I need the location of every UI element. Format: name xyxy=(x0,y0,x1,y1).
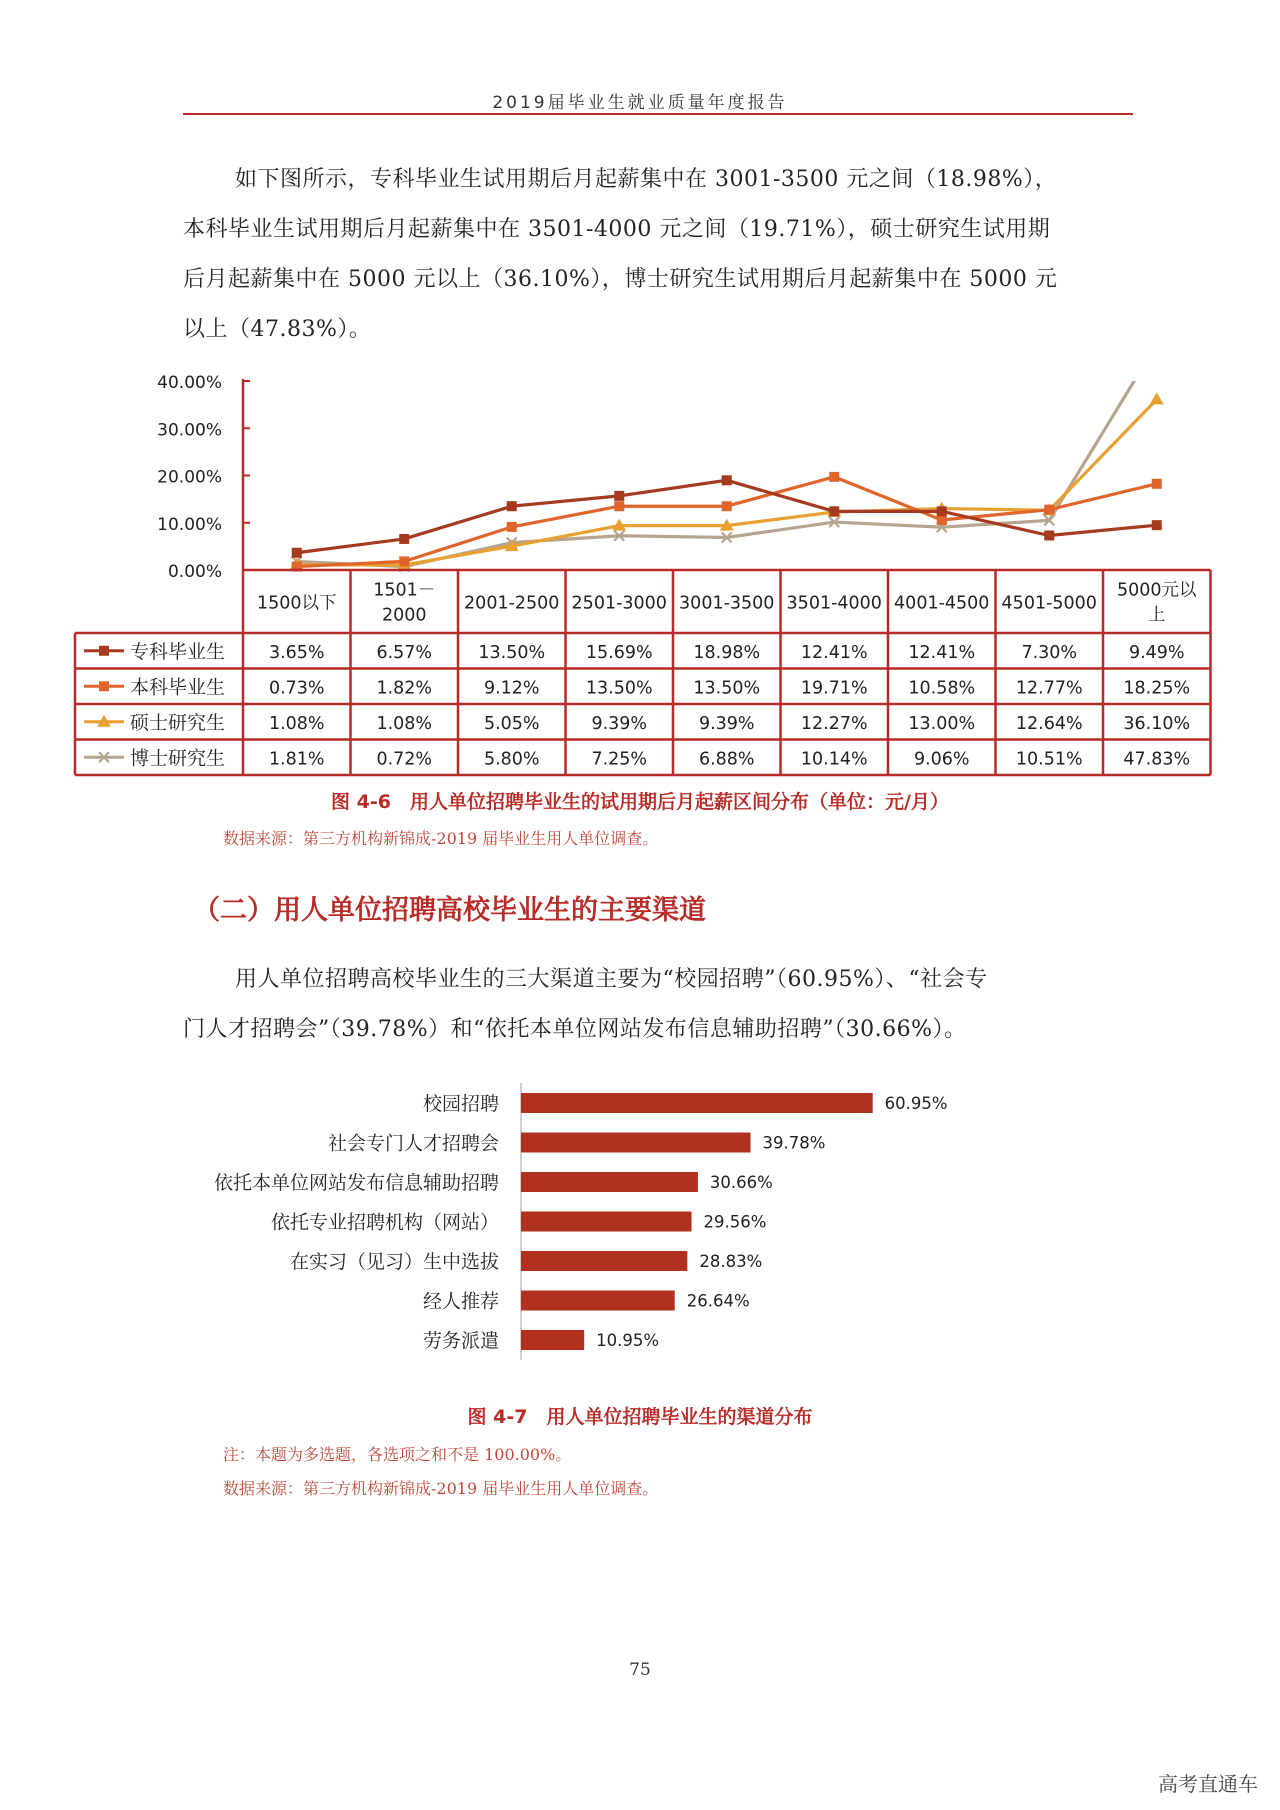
table-value-cell: 18.25% xyxy=(1123,678,1191,699)
table-value-cell: 0.72% xyxy=(376,749,433,770)
data-point xyxy=(399,556,409,566)
data-point xyxy=(614,491,624,501)
table-value-cell: 5.05% xyxy=(483,713,540,734)
data-point xyxy=(829,506,839,516)
table-value-cell: 12.41% xyxy=(800,642,868,663)
series-name: 专科毕业生 xyxy=(130,640,226,663)
table-value-cell: 6.88% xyxy=(698,749,755,770)
table-value-cell: 10.51% xyxy=(1015,749,1083,770)
table-value-cell: 9.39% xyxy=(698,713,755,734)
table-header-cell: 3501-4000 xyxy=(786,593,882,614)
bar-value-label: 28.83% xyxy=(699,1252,763,1271)
bar-category-label: 经人推荐 xyxy=(422,1290,499,1313)
bar-value-label: 60.95% xyxy=(884,1094,948,1113)
bar-category-label: 依托专业招聘机构（网站） xyxy=(270,1211,499,1234)
paragraph-line: 后月起薪集中在 5000 元以上（36.10%），博士研究生试用期后月起薪集中在 5000 元 xyxy=(183,267,1058,292)
bar-category-label: 在实习（见习）生中选拔 xyxy=(289,1251,499,1273)
table-value-cell: 0.73% xyxy=(268,678,325,699)
data-point xyxy=(722,501,732,511)
paragraph-line: 门人才招聘会”（39.78%）和“依托本单位网站发布信息辅助招聘”（30.66%）。 xyxy=(183,1017,967,1042)
paragraph-line: 本科毕业生试用期后月起薪集中在 3501-4000 元之间（19.71%），硕士研究生试用期 xyxy=(183,217,1051,242)
table-header-cell: 4501-5000 xyxy=(1001,593,1097,614)
table-value-cell: 9.39% xyxy=(591,713,648,734)
bar-value-label: 29.56% xyxy=(703,1212,767,1232)
data-point xyxy=(937,515,947,525)
table-header-cell: 上 xyxy=(1148,605,1166,626)
table-header-cell: 2001-2500 xyxy=(464,593,560,614)
figure-4-7-source: 数据来源：第三方机构新锦成-2019 届毕业生用人单位调查。 xyxy=(223,1479,659,1498)
table-value-cell: 18.98% xyxy=(693,642,761,663)
table-value-cell: 6.57% xyxy=(376,642,433,663)
series-name: 博士研究生 xyxy=(130,747,226,770)
table-header-cell: 5000元以 xyxy=(1116,580,1197,601)
table-value-cell: 15.69% xyxy=(585,642,653,663)
bar xyxy=(521,1093,873,1113)
y-tick-label: 40.00% xyxy=(157,373,222,393)
bar xyxy=(521,1291,675,1311)
data-point xyxy=(507,501,517,511)
figure-4-7-note: 注：本题为多选题，各选项之和不是 100.00%。 xyxy=(223,1445,572,1464)
bar-value-label: 30.66% xyxy=(709,1173,773,1192)
table-value-cell: 12.77% xyxy=(1015,678,1083,699)
bar xyxy=(521,1330,584,1350)
paragraph-channels xyxy=(183,955,1133,1055)
table-value-cell: 9.06% xyxy=(913,749,970,770)
table-value-cell: 13.50% xyxy=(585,678,653,699)
bar xyxy=(521,1133,751,1153)
data-point xyxy=(1044,505,1054,515)
series-line xyxy=(297,480,1157,552)
bar-category-label: 校园招聘 xyxy=(422,1093,499,1115)
bar-value-label: 26.64% xyxy=(686,1291,750,1311)
paragraph-line: 以上（47.83%）。 xyxy=(183,317,372,342)
table-header-cell: 1500以下 xyxy=(256,593,337,614)
table-header-cell: 1501－ xyxy=(373,580,436,601)
table-value-cell: 1.81% xyxy=(268,749,325,770)
bar xyxy=(521,1212,692,1232)
data-point xyxy=(937,506,947,516)
table-value-cell: 5.80% xyxy=(483,749,540,770)
series-line xyxy=(297,360,1157,567)
bar xyxy=(521,1172,698,1192)
table-value-cell: 1.08% xyxy=(376,713,433,734)
table-value-cell: 13.50% xyxy=(478,642,546,663)
data-point xyxy=(829,472,839,482)
table-value-cell: 10.58% xyxy=(908,678,976,699)
table-value-cell: 19.71% xyxy=(800,678,868,699)
figure-4-6-caption: 图 4-6 用人单位招聘毕业生的试用期后月起薪区间分布（单位：元/月） xyxy=(331,791,949,813)
table-value-cell: 9.12% xyxy=(483,678,540,699)
bar-value-label: 10.95% xyxy=(596,1331,660,1350)
y-tick-label: 20.00% xyxy=(157,467,222,488)
page-header-title: 2019届毕业生就业质量年度报告 xyxy=(492,93,788,113)
data-point xyxy=(1150,392,1164,404)
header-rule xyxy=(183,113,1133,115)
paragraph-line: 如下图所示，专科毕业生试用期后月起薪集中在 3001-3500 元之间（18.98%）， xyxy=(235,167,1058,192)
table-value-cell: 7.25% xyxy=(591,749,648,770)
table-value-cell: 12.27% xyxy=(800,713,868,734)
data-point xyxy=(1152,479,1162,489)
table-value-cell: 12.64% xyxy=(1015,713,1083,734)
data-point xyxy=(722,475,732,485)
series-name: 硕士研究生 xyxy=(130,711,226,734)
paragraph-line: 用人单位招聘高校毕业生的三大渠道主要为“校园招聘”（60.95%）、“社会专 xyxy=(235,967,988,992)
figure-4-7-caption: 图 4-7 用人单位招聘毕业生的渠道分布 xyxy=(467,1406,813,1428)
legend-marker xyxy=(99,646,109,656)
table-header-cell: 4001-4500 xyxy=(894,593,990,614)
table-header-cell: 2000 xyxy=(381,605,427,626)
bar xyxy=(521,1251,687,1271)
bar-category-label: 劳务派遣 xyxy=(422,1330,499,1352)
section-heading: （二）用人单位招聘高校毕业生的主要渠道 xyxy=(193,895,706,926)
table-value-cell: 1.08% xyxy=(268,713,325,734)
table-value-cell: 9.49% xyxy=(1128,642,1185,663)
data-point xyxy=(1152,520,1162,530)
data-point xyxy=(614,501,624,511)
table-value-cell: 3.65% xyxy=(268,642,325,663)
table-header-cell: 3001-3500 xyxy=(679,593,775,614)
table-value-cell: 13.50% xyxy=(693,678,761,699)
bar-category-label: 社会专门人才招聘会 xyxy=(327,1132,499,1155)
table-value-cell: 7.30% xyxy=(1021,642,1078,663)
data-point xyxy=(1044,531,1054,541)
figure-4-6-source: 数据来源：第三方机构新锦成-2019 届毕业生用人单位调查。 xyxy=(223,829,659,848)
table-value-cell: 36.10% xyxy=(1123,713,1191,734)
table-value-cell: 12.41% xyxy=(908,642,976,663)
y-tick-label: 0.00% xyxy=(167,562,222,582)
data-point xyxy=(507,522,517,532)
page-number: 75 xyxy=(629,1660,651,1680)
table-value-cell: 1.82% xyxy=(376,678,433,699)
table-value-cell: 10.14% xyxy=(800,749,868,770)
table-header-cell: 2501-3000 xyxy=(571,593,667,614)
data-point xyxy=(292,548,302,558)
y-tick-label: 30.00% xyxy=(157,420,222,441)
table-value-cell: 47.83% xyxy=(1123,749,1191,770)
data-point xyxy=(399,534,409,544)
bar-value-label: 39.78% xyxy=(762,1133,826,1153)
series-name: 本科毕业生 xyxy=(130,676,226,699)
paragraph-salary xyxy=(183,155,1133,355)
legend-marker xyxy=(99,681,109,691)
channel-bar-chart xyxy=(0,1075,1280,1365)
salary-line-chart xyxy=(0,360,1280,780)
watermark-text: 高考直通车 xyxy=(1158,1772,1258,1796)
table-value-cell: 13.00% xyxy=(908,713,976,734)
y-tick-label: 10.00% xyxy=(157,514,222,535)
bar-category-label: 依托本单位网站发布信息辅助招聘 xyxy=(213,1172,499,1194)
